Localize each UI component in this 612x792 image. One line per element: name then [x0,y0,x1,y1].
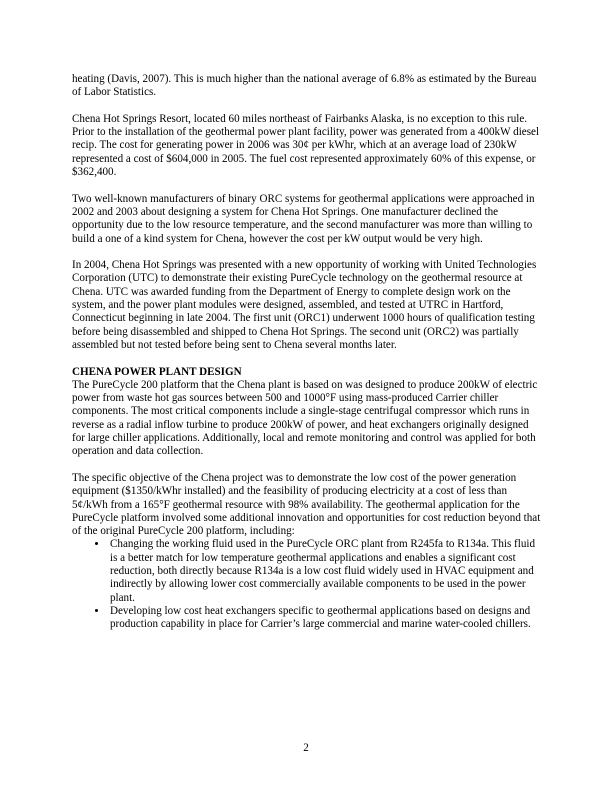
page-body [72,73,542,631]
page-number: 2 [303,742,309,754]
paragraph-orc-manufacturers: Two well-known manufacturers of binary ORC systems for geothermal applications were approached in 2002 and 2003 about designing a system for Chena Hot Springs. One manufacturer declined the opportunity due to the low resource temperature, and the second manufacturer was more than willing to build a one of a kind system for Chena, however the cost per kW output would be very high. [72,192,535,245]
paragraph-chena-power-cost: Chena Hot Springs Resort, located 60 miles northeast of Fairbanks Alaska, is no exception to this rule. Prior to the installation of the geothermal power plant facility, power was generated from a 400kW diesel recip. The cost for generating power in 2006 was 30¢ per kWhr, which at an average load of 230kW represented a cost of $604,000 in 2005. The fuel cost represented approximately 60% of this expense, or $362,400. [72,112,540,179]
section-heading: CHENA POWER PLANT DESIGN [72,365,242,378]
paragraph-utc-opportunity: In 2004, Chena Hot Springs was presented with a new opportunity of working with United Technologies Corporation (UTC) to demonstrate their existing PureCycle technology on the geothermal resource at Chena. UTC was awarded funding from the Department of Energy to complete design work on the system, and the power plant modules were designed, assembled, and tested at UTRC in Hartford, Connecticut beginning in late 2004. The first unit (ORC1) underwent 1000 hours of qualification testing before being disassembled and shipped to Chena Hot Springs. The second unit (ORC2) was partially assembled but not tested before being sent to Chena several months later. [72,259,537,351]
paragraph-purecycle-platform: The PureCycle 200 platform that the Chena plant is based on was designed to produce 200kW of electric power from waste hot gas sources between 500 and 1000°F using mass-produced Carrier chiller components. The most critical components include a single-stage centrifugal compressor which runs in reverse as a radial inflow turbine to produce 200kW of power, and heat exchangers originally designed for large chiller applications. Additionally, local and remote monitoring and control was applied for both operation and data collection. [72,378,538,458]
paragraph-project-objective: The specific objective of the Chena project was to demonstrate the low cost of the power generation equipment ($1350/kWhr installed) and the feasibility of producing electricity at a cost of less than 5¢/kWh from a 165°F geothermal resource with 98% availability. The geothermal application for the PureCycle platform involved some additional innovation and opportunities for cost reduction beyond that of the original PureCycle 200 platform, including: [72,471,541,538]
paragraph-electricity-cost-intro: heating (Davis, 2007). This is much higher than the national average of 6.8% as estimated by the Bureau of Labor Statistics. [72,73,537,99]
list-item: • Changing the working fluid used in the PureCycle ORC plant from R245fa to R134a. This fluid is a better match for low temperature geothermal applications and enables a significant cost reduction, both directly because R134a is a low cost fluid widely used in HVAC equipment and indirectly by allowing lower cost commercially available components to be used in the power plant. [108,538,542,604]
list-item: • Developing low cost heat exchangers specific to geothermal applications based on designs and production capability in place for Carrier’s large commercial and marine water-cooled chillers. [108,605,542,632]
innovation-list [72,538,542,631]
